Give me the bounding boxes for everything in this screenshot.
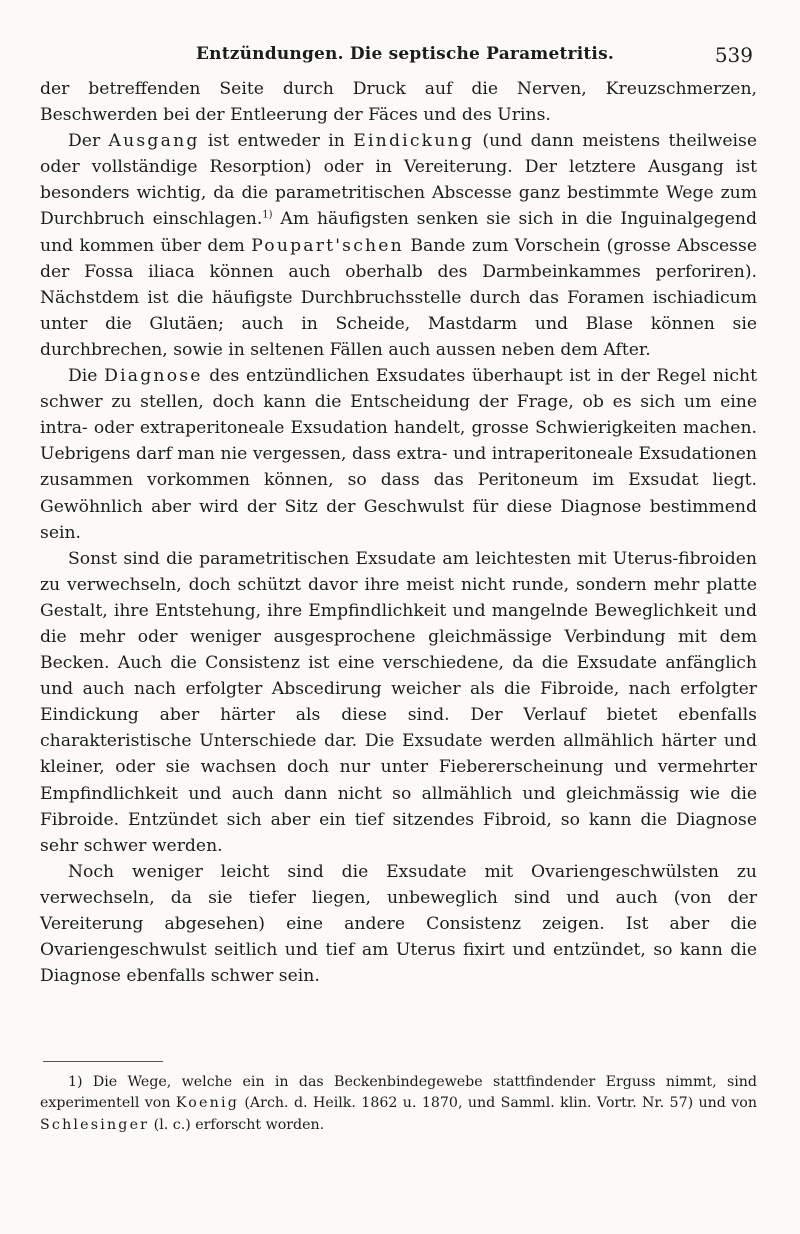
paragraph-1: der betreffenden Seite durch Druck auf die Nerven, Kreuzschmerzen, Beschwerden bei der Entleerung der Fäces und des Urins. bbox=[40, 79, 757, 126]
text-run: (l. c.) erforscht worden. bbox=[149, 1116, 325, 1133]
spaced-name: Schlesinger bbox=[40, 1116, 150, 1133]
text-run: Am häufigsten senken sie sich in die Inguinalgegend und kommen über dem bbox=[40, 209, 757, 256]
text-run: des entzündlichen Exsudates überhaupt ist in der Regel nicht schwer zu stellen, doch kann die Entscheidung der Frage, ob es sich um eine intra- oder extraperitoneale Exsudation handelt, grosse Schwierigkeiten machen. Uebrigens darf man nie vergessen, dass extra- und intraperitoneale Exsudationen zusammen vorkommen können, so dass das Peritoneum im Exsudat liegt. Gewöhnlich aber wird der Sitz der Geschwulst für diese Diagnose bestimmend sein. bbox=[40, 366, 757, 543]
spaced-term: Ausgang bbox=[108, 131, 200, 152]
running-head: Entzündungen. Die septische Parametritis. bbox=[196, 44, 614, 64]
spaced-term: Diagnose bbox=[104, 366, 203, 387]
footnote bbox=[40, 1072, 757, 1136]
text-run: Bande zum Vorschein (grosse Abscesse der Fossa iliaca können auch oberhalb des Darmbeinkammes perforiren). Nächstdem ist die häufigste Durchbruchsstelle durch das Foramen ischiadicum unter die Glutäen; auch in Scheide, Mastdarm und Blase können sie durchbrechen, sowie in seltenen Fällen auch aussen neben dem After. bbox=[40, 235, 757, 360]
spaced-term: Eindickung bbox=[353, 131, 475, 152]
paragraph-2 bbox=[40, 128, 757, 363]
text-run: (Arch. d. Heilk. 1862 u. 1870, und Samml. klin. Vortr. Nr. 57) und von bbox=[238, 1095, 757, 1112]
body-text bbox=[40, 76, 757, 989]
text-run: Der bbox=[68, 131, 109, 152]
text-run: ist entweder in bbox=[199, 131, 354, 152]
text-run: Die bbox=[68, 366, 105, 387]
text-run: (und dann meistens theilweise oder vollständige Resorption) oder in Vereiterung. Der letztere Ausgang ist besonders wichtig, da die parametritischen Abscesse ganz bestimmte Wege zum Durchbruch einschlagen. bbox=[40, 131, 757, 230]
footnote-reference[interactable]: 1) bbox=[262, 209, 273, 221]
paragraph-3 bbox=[40, 363, 757, 546]
spaced-name: Poupart'schen bbox=[251, 235, 404, 256]
footnote-divider bbox=[43, 1061, 163, 1062]
spaced-name: Koenig bbox=[175, 1095, 239, 1112]
text-run: 1) Die Wege, welche ein in das Beckenbindegewebe stattfindender Erguss nimmt, sind experimentell von bbox=[40, 1074, 757, 1112]
paragraph-5: Noch weniger leicht sind die Exsudate mit Ovariengeschwülsten zu verwechseln, da sie tiefer liegen, unbeweglich sind und auch (von der Vereiterung abgesehen) eine andere Consistenz zeigen. Ist aber die Ovariengeschwulst seitlich und tief am Uterus fixirt und entzündet, so kann die Diagnose ebenfalls schwer sein. bbox=[40, 861, 757, 987]
paragraph-4: Sonst sind die parametritischen Exsudate am leichtesten mit Uterus-fibroiden zu verwechseln, doch schützt davor ihre meist nicht runde, sondern mehr platte Gestalt, ihre Entstehung, ihre Empfindlichkeit und mangelnde Beweglichkeit und die mehr oder weniger ausgesprochene gleichmässige Verbindung mit dem Becken. Auch die Consistenz ist eine verschiedene, da die Exsudate anfänglich und auch nach erfolgter Abscedirung weicher als die Fibroide, nach erfolgter Eindickung aber härter als diese sind. Der Verlauf bietet ebenfalls charakteristische Unterschiede dar. Die Exsudate werden allmählich härter und kleiner, oder sie wachsen doch nur unter Fiebererscheinung und vermehrter Empfindlichkeit und auch dann nicht so allmählich und gleichmässig wie die Fibroide. Entzündet sich aber ein tief sitzendes Fibroid, so kann die Diagnose sehr schwer werden. bbox=[40, 548, 757, 856]
page-number: 539 bbox=[714, 43, 753, 67]
